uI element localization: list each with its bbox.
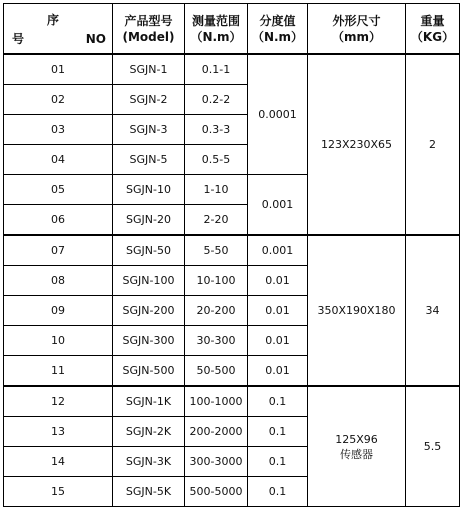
header-range [185,4,248,55]
header-weight-line1: 重量 [420,13,445,28]
cell-no: 13 [4,417,113,447]
cell-model: SGJN-50 [113,235,185,266]
cell-no: 12 [4,386,113,417]
header-weight-line2: （KG） [410,29,455,44]
cell-range: 5-50 [185,235,248,266]
cell-resolution: 0.01 [248,356,308,387]
cell-model: SGJN-3 [113,115,185,145]
header-hao-char: 号 [12,32,25,46]
cell-range: 10-100 [185,266,248,296]
cell-no: 09 [4,296,113,326]
cell-model: SGJN-5K [113,477,185,507]
cell-range: 0.1-1 [185,54,248,85]
cell-dimension-merged [308,386,406,507]
header-model [113,4,185,55]
cell-resolution: 0.1 [248,477,308,507]
cell-no: 10 [4,326,113,356]
cell-range: 1-10 [185,175,248,205]
cell-dimension-merged: 350X190X180 [308,235,406,386]
header-range-line1: 测量范围 [191,13,240,28]
cell-model: SGJN-500 [113,356,185,387]
cell-model: SGJN-10 [113,175,185,205]
cell-weight-merged: 2 [406,54,460,235]
cell-no: 04 [4,145,113,175]
cell-resolution: 0.01 [248,326,308,356]
cell-no: 15 [4,477,113,507]
cell-model: SGJN-2 [113,85,185,115]
cell-range: 100-1000 [185,386,248,417]
cell-model: SGJN-5 [113,145,185,175]
cell-no: 08 [4,266,113,296]
cell-range: 200-2000 [185,417,248,447]
cell-resolution: 0.01 [248,296,308,326]
cell-resolution: 0.1 [248,386,308,417]
table-row [4,386,460,417]
spec-table [3,3,460,507]
cell-range: 2-20 [185,205,248,236]
cell-no: 03 [4,115,113,145]
cell-weight-merged: 34 [406,235,460,386]
cell-weight-merged: 5.5 [406,386,460,507]
cell-range: 0.2-2 [185,85,248,115]
header-resolution [248,4,308,55]
header-resolution-line1: 分度值 [259,13,296,28]
cell-no: 06 [4,205,113,236]
cell-model: SGJN-200 [113,296,185,326]
table-row [4,54,460,85]
cell-no: 14 [4,447,113,477]
cell-resolution-merged: 0.0001 [248,54,308,175]
cell-resolution: 0.01 [248,266,308,296]
cell-range: 300-3000 [185,447,248,477]
cell-model: SGJN-3K [113,447,185,477]
cell-range: 500-5000 [185,477,248,507]
cell-range: 30-300 [185,326,248,356]
cell-model: SGJN-100 [113,266,185,296]
cell-resolution: 0.001 [248,235,308,266]
cell-no: 02 [4,85,113,115]
header-no [4,4,113,55]
cell-dimension-merged: 123X230X65 [308,54,406,235]
cell-range: 0.3-3 [185,115,248,145]
cell-resolution: 0.1 [248,417,308,447]
header-resolution-line2: （N.m） [251,29,304,44]
header-weight [406,4,460,55]
cell-model: SGJN-1 [113,54,185,85]
header-dimension-line1: 外形尺寸 [332,13,381,28]
dimension-line1: 125X96 [335,432,378,446]
table-row [4,235,460,266]
cell-no: 01 [4,54,113,85]
header-no-label: NO [85,32,106,46]
cell-no: 07 [4,235,113,266]
cell-model: SGJN-1K [113,386,185,417]
cell-no: 05 [4,175,113,205]
cell-range: 20-200 [185,296,248,326]
cell-resolution-merged: 0.001 [248,175,308,236]
header-model-line2: (Model) [122,29,175,44]
header-dimension [308,4,406,55]
cell-range: 50-500 [185,356,248,387]
cell-resolution: 0.1 [248,447,308,477]
cell-no: 11 [4,356,113,387]
dimension-line2: 传感器 [340,447,373,461]
header-row [4,4,460,55]
cell-model: SGJN-300 [113,326,185,356]
header-model-line1: 产品型号 [124,13,173,28]
header-range-line2: （N.m） [190,29,242,44]
cell-model: SGJN-20 [113,205,185,236]
header-seq-char: 序 [47,13,60,27]
cell-range: 0.5-5 [185,145,248,175]
header-dimension-line2: （mm） [331,29,381,44]
cell-model: SGJN-2K [113,417,185,447]
